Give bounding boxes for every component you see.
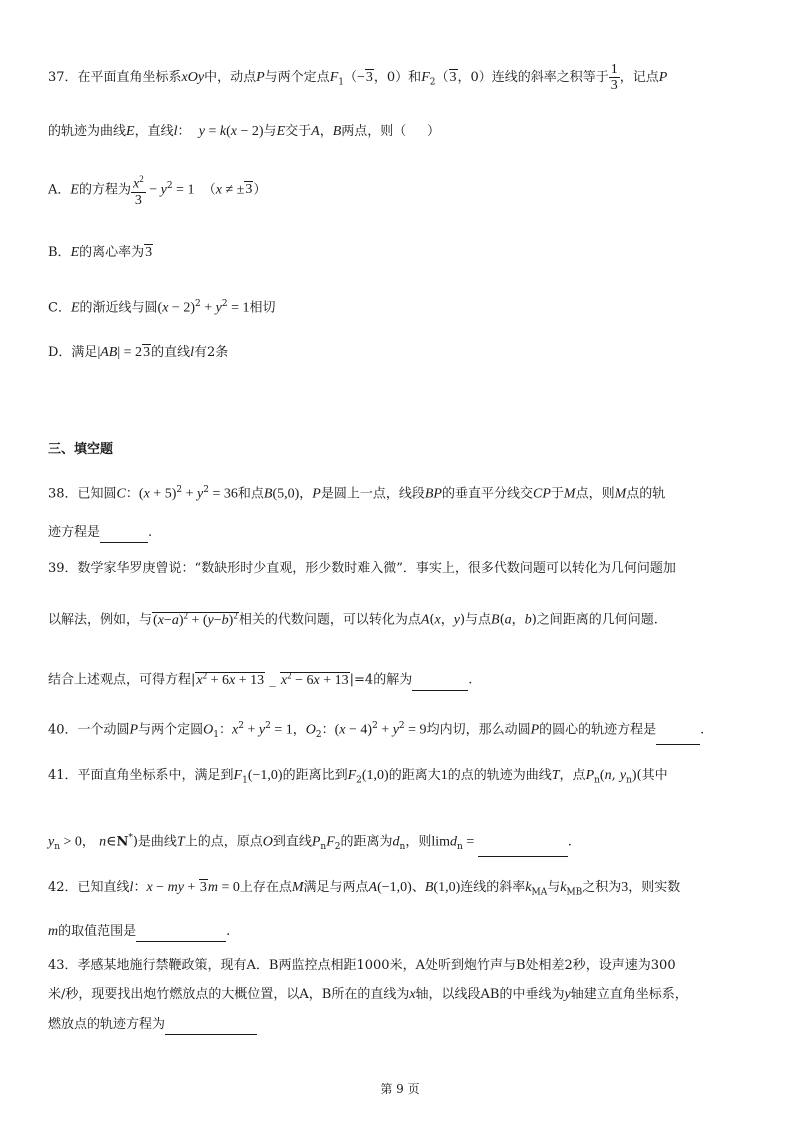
section-title: 三、填空题 <box>48 442 114 457</box>
q43-line3: 燃放点的轨迹方程为 <box>48 1015 257 1035</box>
q42-line1: 42．已知直线l：x − my + 3m = 0上存在点M满足与两点A(−1,0)、B(1,0)连线的斜率$k_{MA}$与$k_{MB}$之积为3，则实数 <box>48 880 681 898</box>
q38-line2: 迹方程是 . <box>48 523 152 543</box>
q40-line1: 40．一个动圆P与两个定圆$O_1$：$x^2 + y^2 = 1$，$O_2$：$(x - 4)^2 + y^2 = 9$均内切，那么动圆P的圆心的轨迹方程是 . <box>48 716 704 745</box>
q42-line2: m的取值范围是 . <box>48 922 230 942</box>
q37-option-c: C．E的渐近线与圆$(x - 2)^2 + y^2 = 1$相切 <box>48 299 276 316</box>
q37-stem-line2: 的轨迹为曲线E，直线l： y = k(x − 2)与E交于A，B两点，则（ ） <box>48 124 440 139</box>
q37-option-a: A．E的方程为 $\frac{x^2}{3}$ − $y^2 = 1$ （x ≠ ±3） <box>48 174 267 208</box>
q37-stem-line1: 37．在平面直角坐标系xOy中，动点P与两个定点$F_1(-3$，0）和$F_2(3$，0）连线的斜率之积等于 $\frac{1}{3}$ ，记点P <box>48 62 668 93</box>
q39-line2: 以解法，例如，与$(x-a)^2 + (y-b)^2$相关的代数问题，可以转化为点A(x，y)与点B(a，b)之间距离的几何问题. <box>48 610 658 628</box>
q41-line2: $y_n > 0$， n∈N*)是曲线T上的点，原点O到直线$P_nF_2$的距离为$d_n$，则limd$_n$ = . <box>48 828 572 857</box>
q41-line1: 41．平面直角坐标系中，满足到$F_1(-1,0)$的距离比到$F_2(1,0)$的距离大1的点的轨迹为曲线T，点$P_n(n$, $y_n$)(其中 <box>48 768 668 786</box>
q43-line1: 43．孝感某地施行禁鞭政策，现有A．B两监控点相距1000米，A处听到炮竹声与B处相差2秒，设声速为300 <box>48 958 676 973</box>
page-number: 第 9 页 <box>380 1082 420 1096</box>
q39-line3: 结合上述观点，可得方程$|x^2 + 6x + 13$ _ $x^2 - 6x + 13|=4$的解为 . <box>48 665 472 691</box>
q37-option-d: D．满足|AB| = 23的直线l有2条 <box>48 345 229 360</box>
q38-line1: 38．已知圆C：$(x + 5)^2 + y^2 = 36$和点B(5,0)，P是圆上一点，线段BP的垂直平分线交CP于M点，则M点的轨 <box>48 485 666 502</box>
q39-line1: 39．数学家华罗庚曾说：“数缺形时少直观，形少数时难入微”．事实上，很多代数问题可以转化为几何问题加 <box>48 561 676 576</box>
q37-option-b: B．E的离心率为3 <box>48 245 153 260</box>
q43-line2: 米/秒，现要找出炮竹燃放点的大概位置，以A，B所在的直线为x轴，以线段AB的中垂线为y轴建立直角坐标系， <box>48 987 688 1002</box>
